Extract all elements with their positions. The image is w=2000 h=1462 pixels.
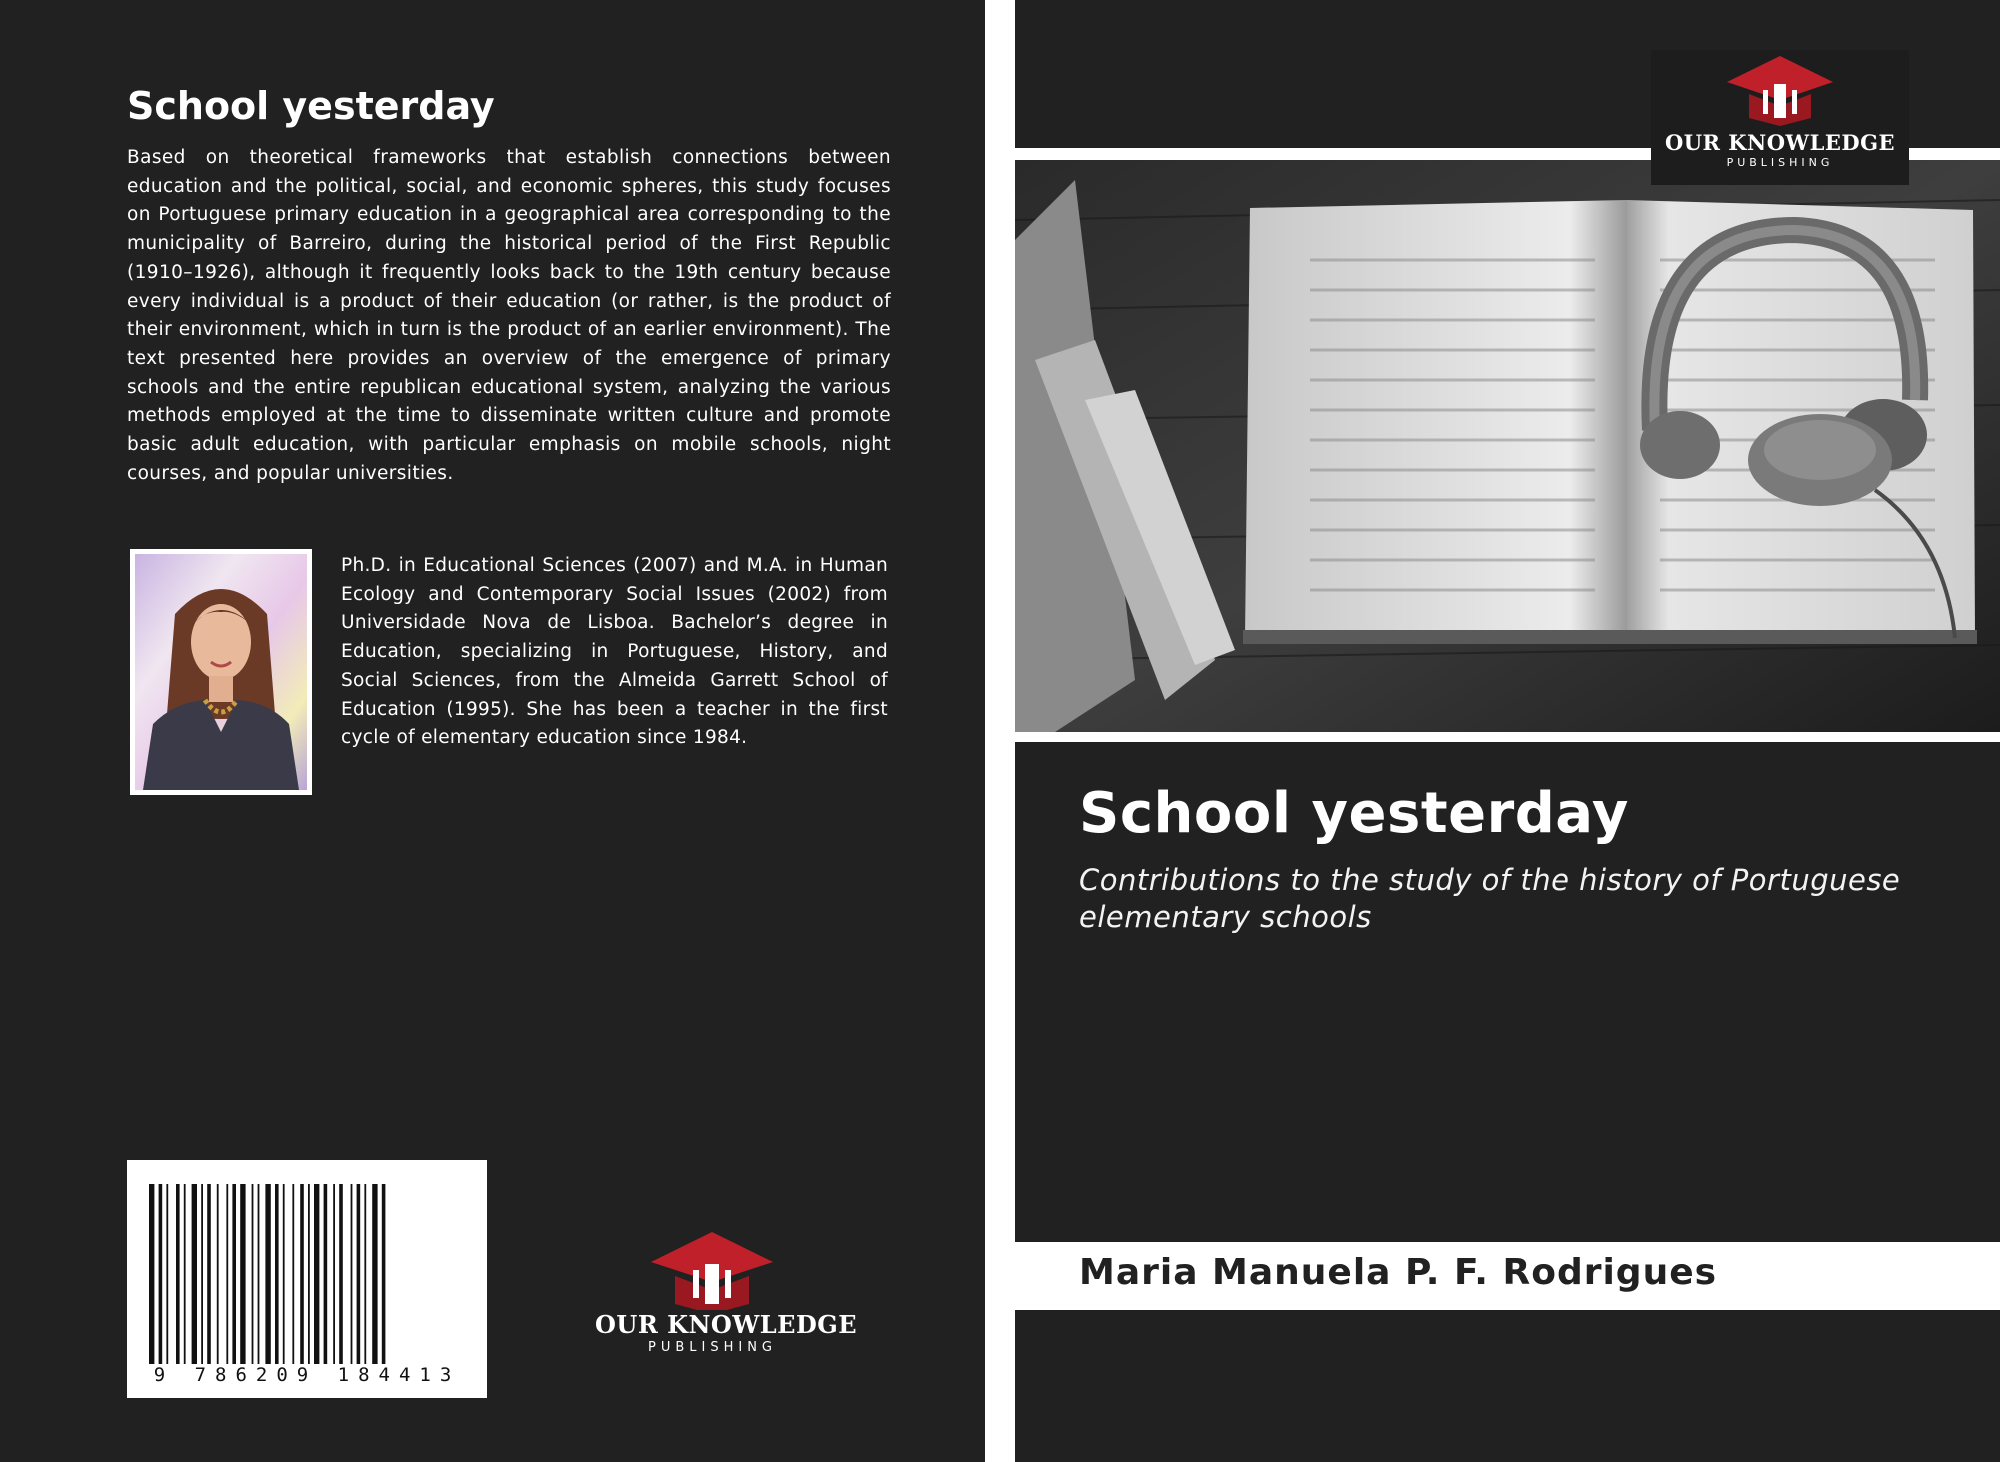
barcode-bar: [351, 1184, 353, 1364]
publisher-name-front: OUR KNOWLEDGE: [1664, 130, 1896, 155]
barcode-bar: [192, 1184, 197, 1364]
barcode-bar: [324, 1184, 328, 1364]
publisher-logo: [595, 1230, 858, 1355]
barcode-bar: [339, 1184, 343, 1364]
front-cover: [1015, 0, 2000, 1462]
barcode-bar: [207, 1184, 211, 1364]
barcode-bar: [308, 1184, 310, 1364]
author-name: Maria Manuela P. F. Rodrigues: [1079, 1252, 1718, 1293]
mortarboard-icon: [595, 1230, 830, 1310]
barcode-bar: [283, 1184, 285, 1364]
isbn-barcode: [127, 1160, 487, 1398]
book-blurb: Based on theoretical frameworks that establish connections between education and the political, social, and economic spheres, this study focuses on Portuguese primary education in a geographical area corresponding to the municipality of Barreiro, during the historical period of the First Republic (1910–1926), although it frequently looks back to the 19th century because every individual is a product of their education (or rather, is the product of their environment, which in turn is the product of an earlier environment). The text presented here provides an overview of the emergence of primary schools and the entire republican educational system, analyzing the various methods employed at the time to disseminate written culture and promote basic adult education, with particular emphasis on mobile schools, night courses, and popular universities.: [127, 147, 891, 484]
back-cover: [0, 0, 985, 1462]
barcode-bar: [265, 1184, 270, 1364]
author-photo: [130, 549, 312, 795]
mortarboard-icon: [1651, 50, 1909, 130]
barcode-bar: [364, 1184, 366, 1364]
barcode-bar: [240, 1184, 245, 1364]
barcode-bar: [357, 1184, 361, 1364]
cover-photo: [1015, 160, 2000, 732]
front-cover-title: School yesterday: [1079, 781, 1629, 846]
barcode-bar: [275, 1184, 279, 1364]
publisher-tagline-front: PUBLISHING: [1726, 156, 1834, 169]
isbn-digits: 9 786209 184413: [153, 1364, 461, 1386]
author-band: [1015, 1242, 2000, 1310]
author-bio: Ph.D. in Educational Sciences (2007) and M.A. in Human Ecology and Contemporary Social Issues (2002) from Universidade Nova de Lisboa. Bachelor’s degree in Education, specializing in Portuguese, History, and Social Sciences, from the Almeida Garrett School of Education (1995). She has been a teacher in the first cycle of elementary education since 1984.: [341, 555, 888, 749]
publisher-name: OUR KNOWLEDGE: [595, 1310, 858, 1339]
publisher-logo-front: [1651, 50, 1909, 185]
barcode-bar: [314, 1184, 319, 1364]
back-cover-title: School yesterday: [127, 84, 495, 128]
barcode-bar: [382, 1184, 386, 1364]
barcode-bar: [372, 1184, 377, 1364]
barcode-bar: [252, 1184, 254, 1364]
barcode-bar: [201, 1184, 203, 1364]
barcode-bar: [159, 1184, 163, 1364]
mid-stripe: [1015, 732, 2000, 742]
barcode-bar: [300, 1184, 304, 1364]
barcode-bar: [292, 1184, 294, 1364]
barcode-bar: [184, 1184, 186, 1364]
barcode-bar: [232, 1184, 236, 1364]
barcode-bar: [258, 1184, 260, 1364]
barcode-bar: [176, 1184, 180, 1364]
barcode-bar: [149, 1184, 154, 1364]
spine: [985, 0, 1015, 1462]
front-cover-subtitle: Contributions to the study of the history of Portuguese elementary schools: [1079, 863, 1901, 934]
barcode-bar: [226, 1184, 228, 1364]
barcode-bar: [333, 1184, 335, 1364]
publisher-tagline: PUBLISHING: [647, 1340, 777, 1355]
barcode-bar: [166, 1184, 168, 1364]
barcode-bar: [217, 1184, 219, 1364]
